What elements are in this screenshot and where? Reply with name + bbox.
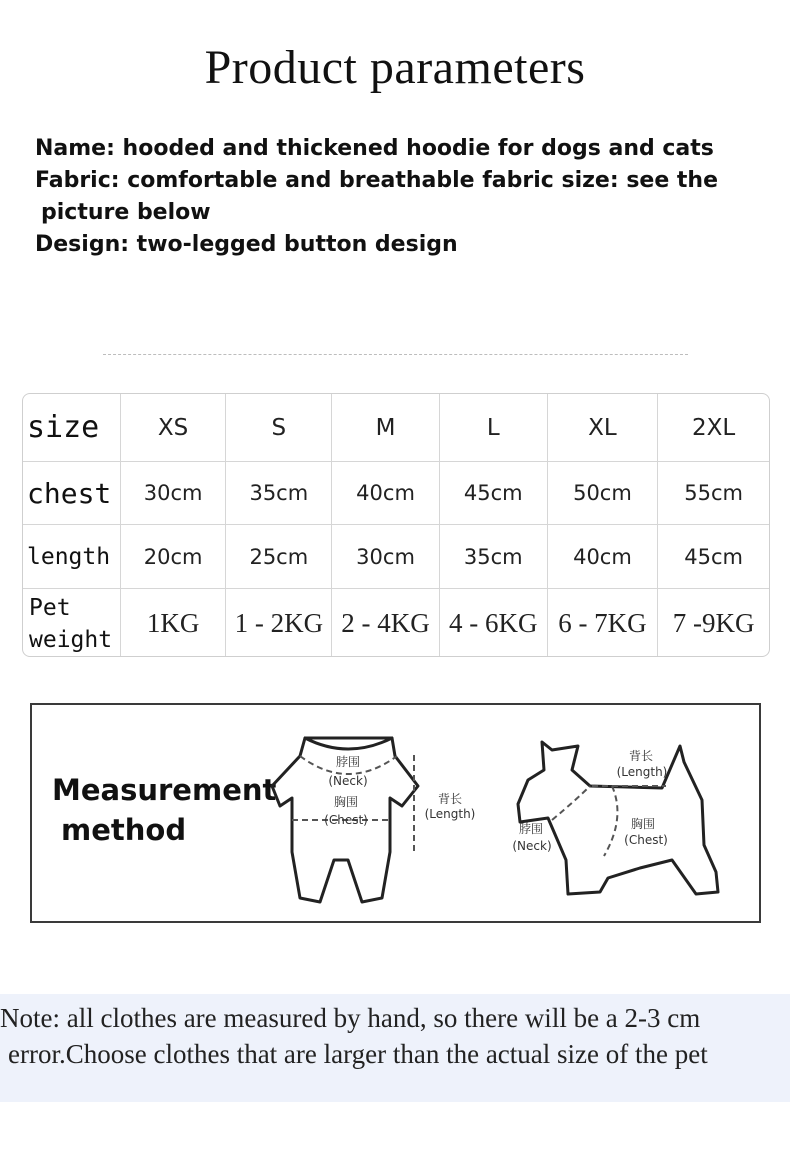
spec-fabric-continued: picture below bbox=[41, 200, 211, 225]
dog-chest-en: (Chest) bbox=[624, 833, 668, 847]
note-line1: Note: all clothes are measured by hand, so there will be a 2-3 cm bbox=[0, 1003, 701, 1033]
table-cell: 40cm bbox=[332, 462, 440, 524]
size-l: L bbox=[440, 394, 548, 461]
note-text bbox=[0, 1000, 790, 1072]
row-header-length: length bbox=[23, 525, 121, 588]
measurement-label-line1: Measurement bbox=[52, 773, 277, 807]
dog-length-cn: 背长 bbox=[628, 749, 654, 763]
row-header-size: size bbox=[23, 394, 121, 461]
dog-neck-guide bbox=[552, 786, 590, 820]
dog-length-en: (Length) bbox=[616, 765, 668, 779]
table-cell: 2 - 4KG bbox=[332, 589, 440, 657]
table-cell: 6 - 7KG bbox=[548, 589, 659, 657]
table-cell: 35cm bbox=[226, 462, 332, 524]
pet-weight-label-line1: Pet bbox=[29, 594, 71, 621]
size-xs: XS bbox=[121, 394, 227, 461]
dog-chest-guide bbox=[604, 786, 617, 856]
spec-name: Name: hooded and thickened hoodie for dogs and cats bbox=[35, 136, 714, 161]
table-cell: 55cm bbox=[684, 481, 744, 505]
table-cell: 35cm bbox=[440, 525, 548, 588]
dog-chest-cn: 胸围 bbox=[630, 817, 656, 831]
clothing-chest-en: (Chest) bbox=[324, 813, 368, 827]
table-cell: 4 - 6KG bbox=[440, 589, 548, 657]
table-cell: 1KG bbox=[121, 589, 227, 657]
dog-neck-en: (Neck) bbox=[512, 839, 552, 853]
table-cell: 30cm bbox=[332, 525, 440, 588]
size-xl: XL bbox=[548, 394, 659, 461]
table-cell: 45cm bbox=[684, 544, 744, 569]
table-cell: 30cm bbox=[121, 462, 227, 524]
row-header-chest: chest bbox=[23, 462, 121, 524]
dog-neck-cn: 脖围 bbox=[518, 822, 544, 836]
measurement-label-line2: method bbox=[61, 813, 187, 847]
table-cell: 7 -9KG bbox=[672, 608, 755, 638]
clothing-length-en: (Length) bbox=[424, 807, 476, 821]
spec-design: Design: two-legged button design bbox=[35, 232, 458, 257]
table-cell: 50cm bbox=[548, 462, 659, 524]
size-s: S bbox=[226, 394, 332, 461]
pet-weight-label-line2: weight bbox=[29, 626, 113, 653]
note-line2: error.Choose clothes that are larger than the actual size of the pet bbox=[8, 1039, 708, 1069]
spec-fabric: Fabric: comfortable and breathable fabric size: see the bbox=[35, 168, 719, 193]
clothing-chest-cn: 胸围 bbox=[333, 795, 359, 809]
table-cell: 25cm bbox=[226, 525, 332, 588]
size-m: M bbox=[332, 394, 440, 461]
table-cell: 40cm bbox=[548, 525, 659, 588]
page-title: Product parameters bbox=[204, 41, 586, 94]
size-2xl: 2XL bbox=[692, 414, 736, 441]
clothing-length-cn: 背长 bbox=[437, 792, 463, 806]
table-cell: 1 - 2KG bbox=[226, 589, 332, 657]
clothing-neck-cn: 脖围 bbox=[335, 755, 361, 769]
table-cell: 20cm bbox=[121, 525, 227, 588]
table-cell: 45cm bbox=[440, 462, 548, 524]
clothing-neck-en: (Neck) bbox=[328, 774, 368, 788]
